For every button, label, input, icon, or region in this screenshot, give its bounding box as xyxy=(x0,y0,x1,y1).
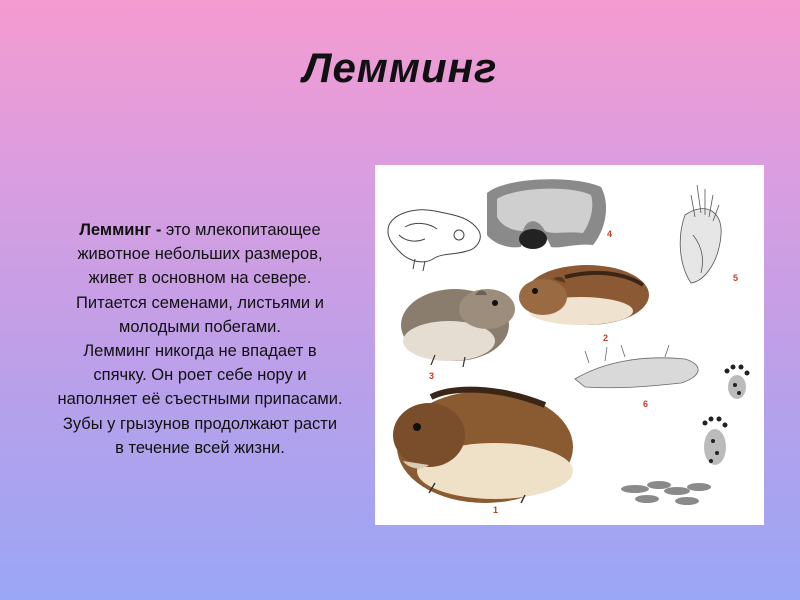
text-line: Лемминг никогда не впадает в xyxy=(83,342,317,361)
description-text xyxy=(14,218,386,460)
slide-title: Лемминг xyxy=(302,44,498,91)
burrow-drawing xyxy=(487,179,612,249)
lemming-illustration xyxy=(375,165,764,525)
label-1: 1 xyxy=(493,505,499,515)
text-line: животное небольших размеров, xyxy=(77,245,323,264)
label-2: 2 xyxy=(603,333,609,343)
illustration-svg xyxy=(375,165,764,525)
text-line: Зубы у грызунов продолжают расти xyxy=(62,414,338,433)
lemming-2-drawing xyxy=(519,265,649,343)
skull-drawing xyxy=(388,210,480,271)
label-5: 5 xyxy=(733,273,739,283)
text-line: живет в основном на севере. xyxy=(88,269,312,288)
label-6: 6 xyxy=(643,399,649,409)
text-line: Питается семенами, листьями и xyxy=(76,293,324,312)
lemming-1-drawing xyxy=(393,390,573,515)
term-bold: Лемминг - xyxy=(79,221,162,239)
text-line: молодыми побегами. xyxy=(119,317,281,336)
text-line: спячку. Он роет себе нору и xyxy=(93,366,307,385)
label-3: 3 xyxy=(429,371,435,381)
droppings-drawing xyxy=(621,481,711,505)
text-line: наполняет её съестными припасами. xyxy=(57,390,343,409)
trail-drawing xyxy=(575,345,698,409)
footprints-drawing xyxy=(703,365,750,466)
fur-drawing xyxy=(680,185,738,283)
lemming-3-drawing xyxy=(401,289,515,381)
label-4: 4 xyxy=(607,229,613,239)
text-line: в течение всей жизни. xyxy=(115,438,285,457)
text-line: Лемминг - это млекопитающее xyxy=(79,221,321,239)
